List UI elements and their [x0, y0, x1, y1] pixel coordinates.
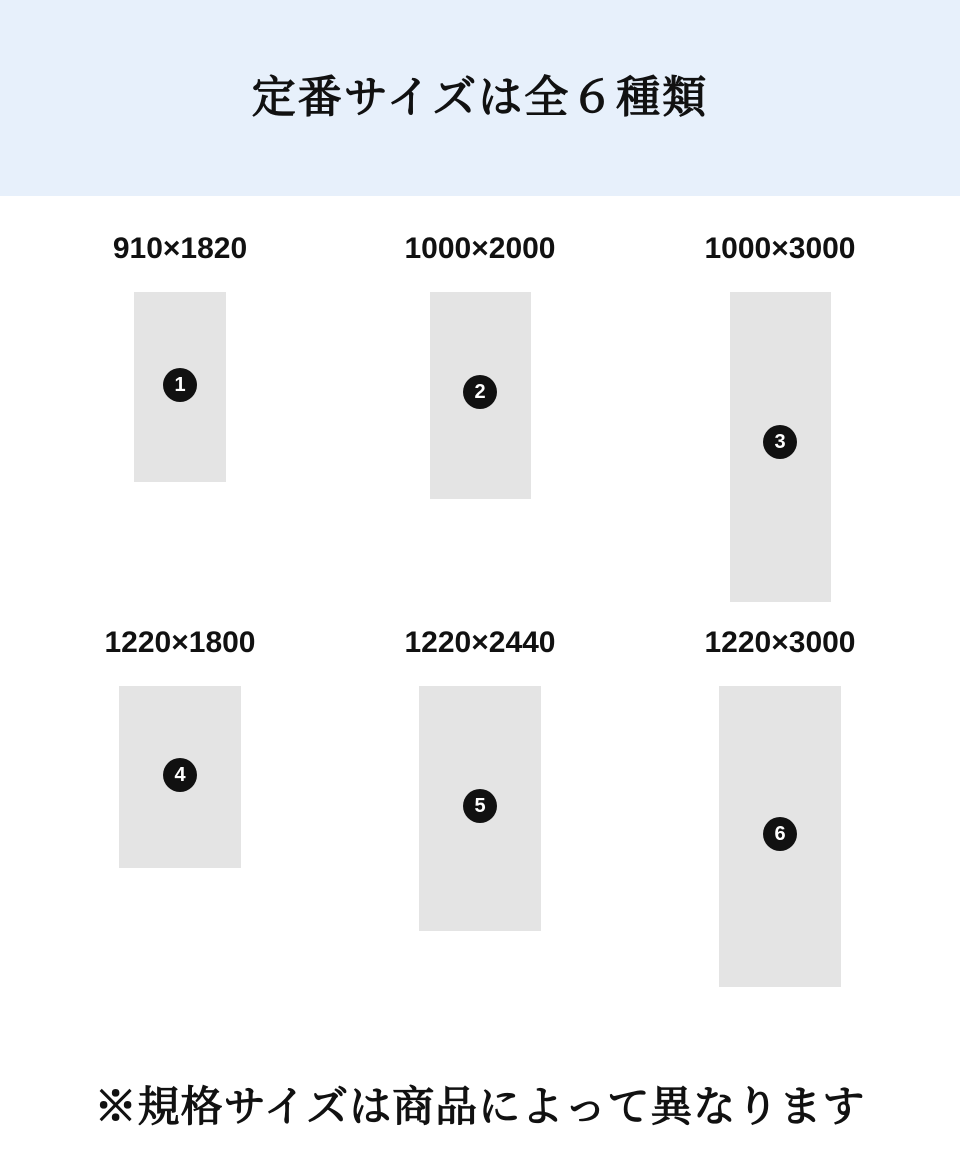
size-row-2 — [0, 626, 960, 987]
size-badge-6: 6 — [763, 817, 797, 851]
size-item-2 — [330, 232, 630, 602]
size-item-5 — [330, 626, 630, 987]
size-badge-1: 1 — [163, 368, 197, 402]
page-title: 定番サイズは全６種類 — [251, 72, 709, 122]
size-label-1: 910×1820 — [112, 232, 248, 265]
size-badge-3: 3 — [763, 425, 797, 459]
size-swatch-wrap-1 — [30, 292, 330, 482]
size-item-4 — [30, 626, 330, 987]
size-swatch-5 — [419, 686, 541, 931]
size-badge-4: 4 — [163, 758, 197, 792]
size-swatch-4 — [119, 686, 241, 868]
size-swatch-wrap-6 — [630, 686, 930, 987]
size-swatch-1 — [134, 292, 226, 482]
size-item-6 — [630, 626, 930, 987]
size-item-3 — [630, 232, 930, 602]
size-swatch-2 — [430, 292, 531, 499]
header-band — [0, 0, 960, 196]
size-swatch-wrap-4 — [30, 686, 330, 868]
size-grid — [0, 232, 960, 987]
size-badge-2: 2 — [463, 375, 497, 409]
size-label-6: 1220×3000 — [704, 626, 856, 659]
size-swatch-3 — [730, 292, 831, 602]
footer-note: ※規格サイズは商品によって異なります — [94, 1083, 866, 1130]
size-label-2: 1000×2000 — [404, 232, 556, 265]
size-swatch-6 — [719, 686, 841, 987]
size-row-1 — [0, 232, 960, 602]
size-swatch-wrap-2 — [330, 292, 630, 499]
size-item-1 — [30, 232, 330, 602]
size-label-5: 1220×2440 — [404, 626, 556, 659]
size-label-3: 1000×3000 — [704, 232, 856, 265]
size-swatch-wrap-5 — [330, 686, 630, 931]
size-swatch-wrap-3 — [630, 292, 930, 602]
size-label-4: 1220×1800 — [104, 626, 256, 659]
size-badge-5: 5 — [463, 789, 497, 823]
